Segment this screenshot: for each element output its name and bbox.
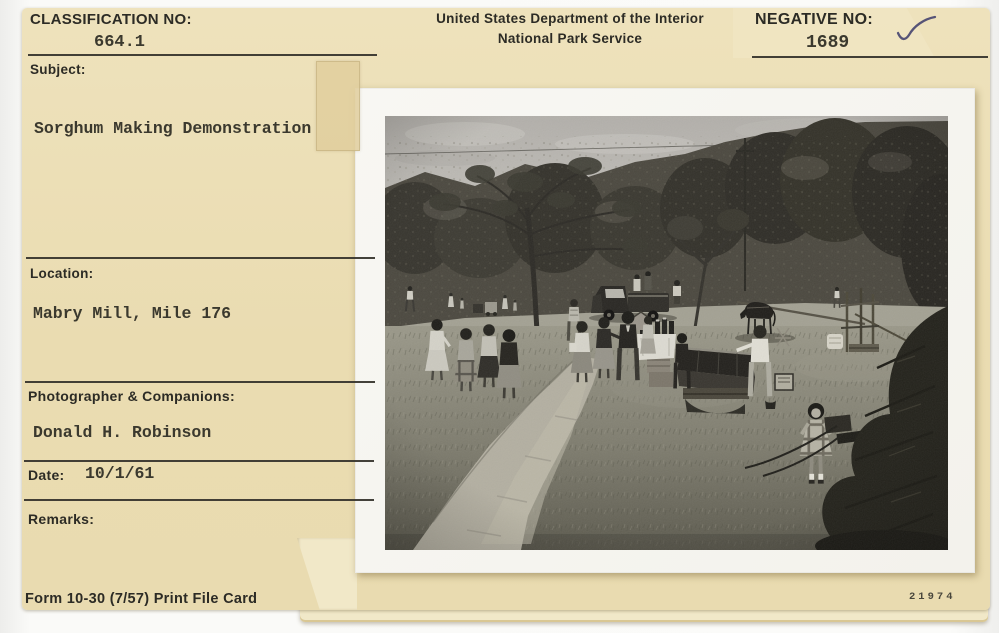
date-value: 10/1/61 — [85, 464, 155, 483]
subject-value: Sorghum Making Demonstration — [34, 119, 312, 138]
photo-vignette — [385, 116, 948, 550]
classification-label: CLASSIFICATION NO: — [30, 11, 192, 28]
attached-photograph — [355, 88, 975, 573]
masking-tape — [316, 61, 360, 151]
negative-label: NEGATIVE NO: — [755, 11, 873, 28]
subject-label: Subject: — [30, 62, 86, 77]
photograph-image — [385, 116, 948, 550]
agency-line2: National Park Service — [497, 31, 643, 46]
negative-value: 1689 — [806, 33, 850, 53]
remarks-label: Remarks: — [28, 511, 95, 527]
date-label: Date: — [28, 467, 65, 483]
stamp-number: 21974 — [909, 591, 956, 603]
location-value: Mabry Mill, Mile 176 — [33, 304, 232, 323]
location-label: Location: — [30, 266, 94, 281]
agency-line1: United States Department of the Interior — [436, 11, 704, 26]
form-number-footer: Form 10-30 (7/57) Print File Card — [25, 591, 258, 607]
pen-checkmark-icon — [893, 12, 941, 48]
classification-value: 664.1 — [94, 33, 146, 52]
photographer-label: Photographer & Companions: — [28, 388, 235, 404]
photographer-value: Donald H. Robinson — [33, 423, 212, 442]
